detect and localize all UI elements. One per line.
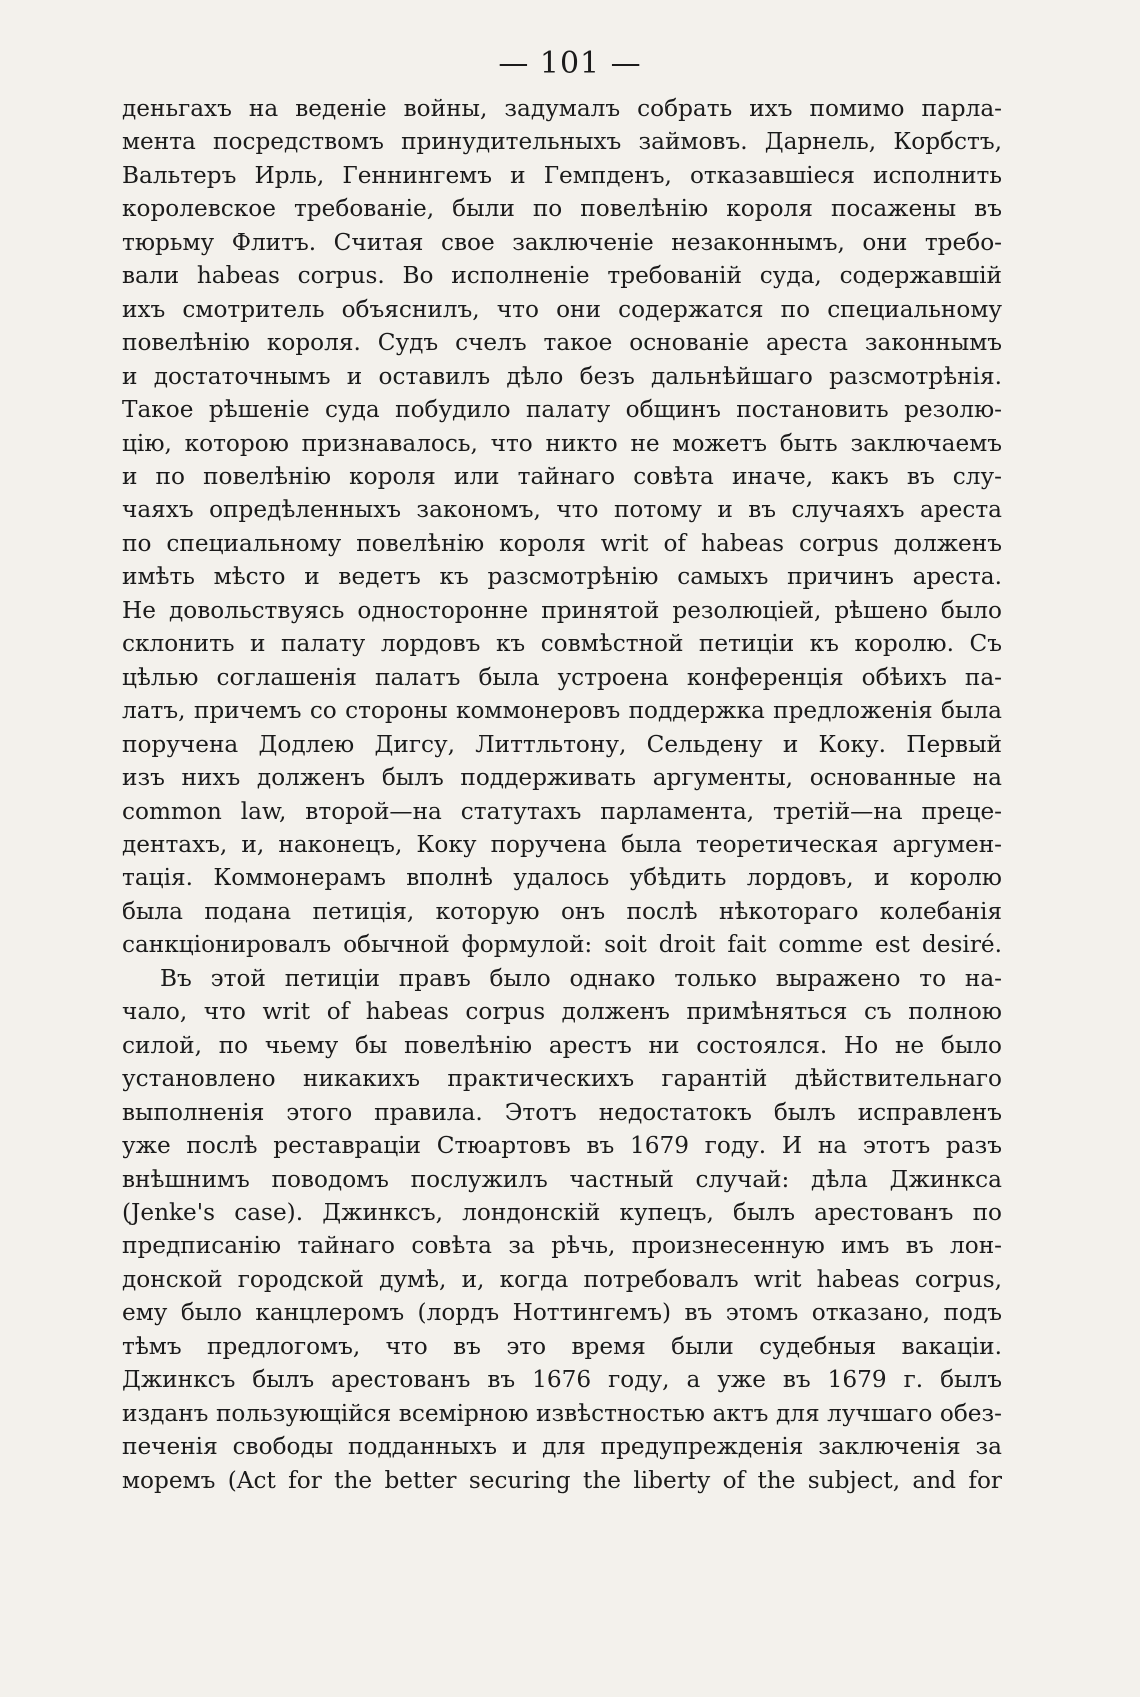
text-line: установлено никакихъ практическихъ гарантій дѣйствительнаго	[122, 1065, 1002, 1093]
text-line: латъ, причемъ со стороны коммонеровъ поддержка предложенія была	[122, 697, 1002, 725]
text-line: Джинксъ былъ арестованъ въ 1676 году, а уже въ 1679 г. былъ	[122, 1366, 1002, 1394]
text-line: имѣть мѣсто и ведетъ къ разсмотрѣнію самыхъ причинъ ареста.	[122, 563, 1002, 591]
text-line: уже послѣ реставраціи Стюартовъ въ 1679 году. И на этотъ разъ	[122, 1132, 1002, 1160]
text-line: чало, что writ of habeas corpus долженъ примѣняться съ полною	[122, 998, 1002, 1026]
text-line: ему было канцлеромъ (лордъ Ноттингемъ) въ этомъ отказано, подъ	[122, 1299, 1002, 1327]
body-text	[122, 92, 1002, 1497]
text-line: печенія свободы подданныхъ и для предупрежденія заключенія за	[122, 1433, 1002, 1461]
text-line: Такое рѣшеніе суда побудило палату общинъ постановить резолю-	[122, 396, 1002, 424]
text-line: силой, по чьему бы повелѣнію арестъ ни состоялся. Но не было	[122, 1031, 1002, 1059]
text-line: склонить и палату лордовъ къ совмѣстной петиціи къ королю. Съ	[122, 630, 1002, 658]
text-line: деньгахъ на веденіе войны, задумалъ собрать ихъ помимо парла-	[122, 95, 1002, 122]
text-line: повелѣнію короля. Судъ счелъ такое основаніе ареста законнымъ	[122, 329, 1002, 357]
paragraph	[122, 92, 1002, 962]
text-line: тація. Коммонерамъ вполнѣ удалось убѣдить лордовъ, и королю	[122, 864, 1002, 892]
text-line: предписанію тайнаго совѣта за рѣчь, произнесенную имъ въ лон-	[122, 1232, 1002, 1260]
text-line: Вальтеръ Ирль, Геннингемъ и Гемпденъ, отказавшіеся исполнить	[122, 161, 1002, 189]
text-line: донской городской думѣ, и, когда потребовалъ writ habeas corpus,	[122, 1265, 1002, 1293]
text-line: тѣмъ предлогомъ, что въ это время были судебныя вакаціи.	[122, 1332, 1002, 1360]
text-line: Не довольствуясь односторонне принятой резолюціей, рѣшено было	[122, 596, 1002, 624]
text-line: цѣлью соглашенія палатъ была устроена конференція обѣихъ па-	[122, 663, 1002, 691]
text-line: дентахъ, и, наконецъ, Коку поручена была теоретическая аргумен-	[122, 830, 1002, 858]
text-line: чаяхъ опредѣленныхъ закономъ, что потому и въ случаяхъ ареста	[122, 496, 1002, 524]
text-line: изъ нихъ долженъ былъ поддерживать аргументы, основанные на	[122, 764, 1002, 792]
text-line: Въ этой петиціи правъ было однако только выражено то на-	[160, 964, 1002, 992]
text-line: по специальному повелѣнію короля writ of habeas corpus долженъ	[122, 529, 1002, 557]
text-line: внѣшнимъ поводомъ послужилъ частный случай: дѣла Джинкса	[122, 1165, 1002, 1193]
text-line: была подана петиція, которую онъ послѣ нѣкотораго колебанія	[122, 897, 1002, 925]
text-line: поручена Додлею Дигсу, Литтльтону, Сельдену и Коку. Первый	[122, 730, 1002, 758]
text-line: санкціонировалъ обычной формулой: soit droit fait comme est desiré.	[122, 931, 1002, 959]
text-line: королевское требованіе, были по повелѣнію короля посажены въ	[122, 195, 1002, 223]
text-line: ихъ смотритель объяснилъ, что они содержатся по специальному	[122, 295, 1002, 323]
text-line: тюрьму Флитъ. Считая свое заключеніе незаконнымъ, они требо-	[122, 228, 1002, 256]
text-line: и достаточнымъ и оставилъ дѣло безъ дальнѣйшаго разсмотрѣнія.	[122, 362, 1002, 390]
paragraph	[122, 962, 1002, 1497]
text-line: цію, которою признавалось, что никто не можетъ быть заключаемъ	[122, 429, 1002, 457]
text-line: вали habeas corpus. Во исполненіе требованій суда, содержавшій	[122, 262, 1002, 290]
text-line: выполненія этого правила. Этотъ недостатокъ былъ исправленъ	[122, 1098, 1002, 1126]
text-line: (Jenke's case). Джинксъ, лондонскій купецъ, былъ арестованъ по	[122, 1198, 1002, 1226]
text-line: и по повелѣнію короля или тайнаго совѣта иначе, какъ въ слу-	[122, 462, 1002, 490]
page-number: — 101 —	[498, 46, 642, 81]
text-line: изданъ пользующійся всемірною извѣстностью актъ для лучшаго обез-	[122, 1399, 1002, 1427]
text-line: мента посредствомъ принудительныхъ займовъ. Дарнель, Корбстъ,	[122, 128, 1002, 156]
text-line: моремъ (Act for the better securing the liberty of the subject, and for	[122, 1466, 1002, 1494]
text-line: common law, второй—на статутахъ парламента, третій—на преце-	[122, 797, 1002, 825]
